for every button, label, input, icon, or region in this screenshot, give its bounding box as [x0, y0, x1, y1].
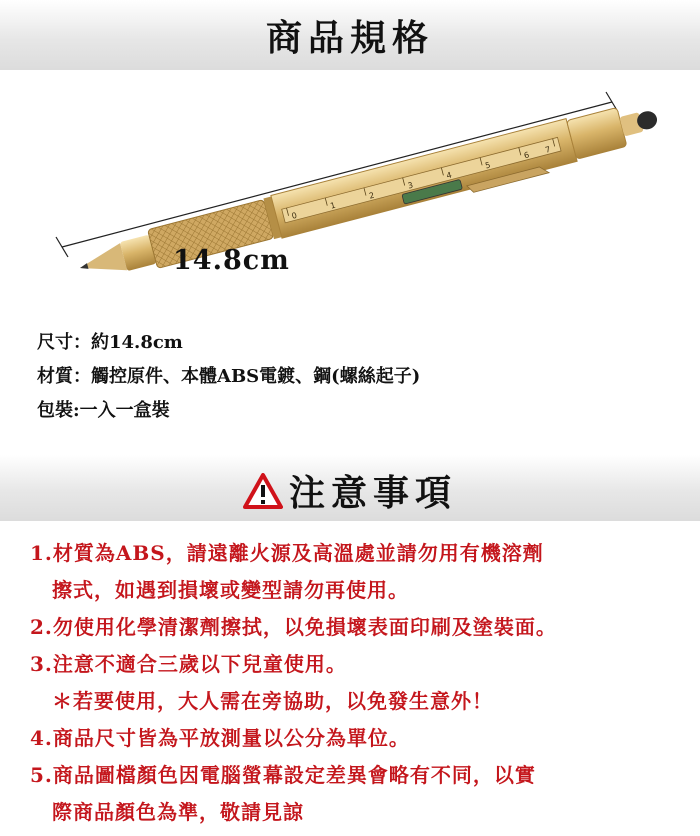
pen-image: [40, 90, 660, 300]
pen-body: [74, 96, 660, 293]
warning-triangle-icon: [243, 473, 283, 509]
dimension-label: 14.8cm: [173, 245, 290, 276]
note-5-line-2: 際商品顏色為準，敬請見諒: [52, 800, 304, 824]
caution-header-title: 注意事項: [288, 472, 457, 514]
ruler-tick-3: 3: [406, 180, 415, 191]
ruler-tick-5: 5: [484, 160, 492, 171]
spec-header-title: 商品規格: [265, 17, 434, 59]
note-3-line-1: 3.注意不適合三歲以下兒童使用。: [30, 652, 347, 676]
spec-packaging: 包裝:一入一盒裝: [37, 400, 170, 421]
spec-size: 尺寸：約14.8cm: [37, 332, 183, 353]
note-4: 4.商品尺寸皆為平放測量以公分為單位。: [30, 726, 410, 750]
caution-notes: [30, 535, 695, 831]
note-3-line-2: ＊若要使用，大人需在旁協助，以免發生意外！: [52, 689, 493, 713]
note-1-line-2: 擦式，如遇到損壞或變型請勿再使用。: [52, 578, 409, 602]
ruler-tick-1: 1: [329, 200, 337, 211]
caution-header-band: [0, 455, 700, 521]
note-1-line-1: 1.材質為ABS，請遠離火源及高溫處並請勿用有機溶劑: [30, 541, 544, 565]
note-5-line-1: 5.商品圖檔顏色因電腦螢幕設定差異會略有不同，以實: [30, 763, 536, 787]
ruler-tick-6: 6: [522, 150, 531, 161]
ruler-tick-0: 0: [290, 210, 298, 221]
note-2: 2.勿使用化學清潔劑擦拭，以免損壞表面印刷及塗裝面。: [30, 615, 557, 639]
ruler-tick-7: 7: [544, 144, 552, 155]
spec-list: [37, 326, 420, 428]
ruler-tick-2: 2: [368, 190, 376, 201]
ruler-tick-4: 4: [445, 170, 453, 181]
spec-header-band: [0, 0, 700, 70]
pen-illustration: [40, 90, 660, 300]
spec-material: 材質：觸控原件、本體ABS電鍍、鋼(螺絲起子): [37, 366, 421, 387]
